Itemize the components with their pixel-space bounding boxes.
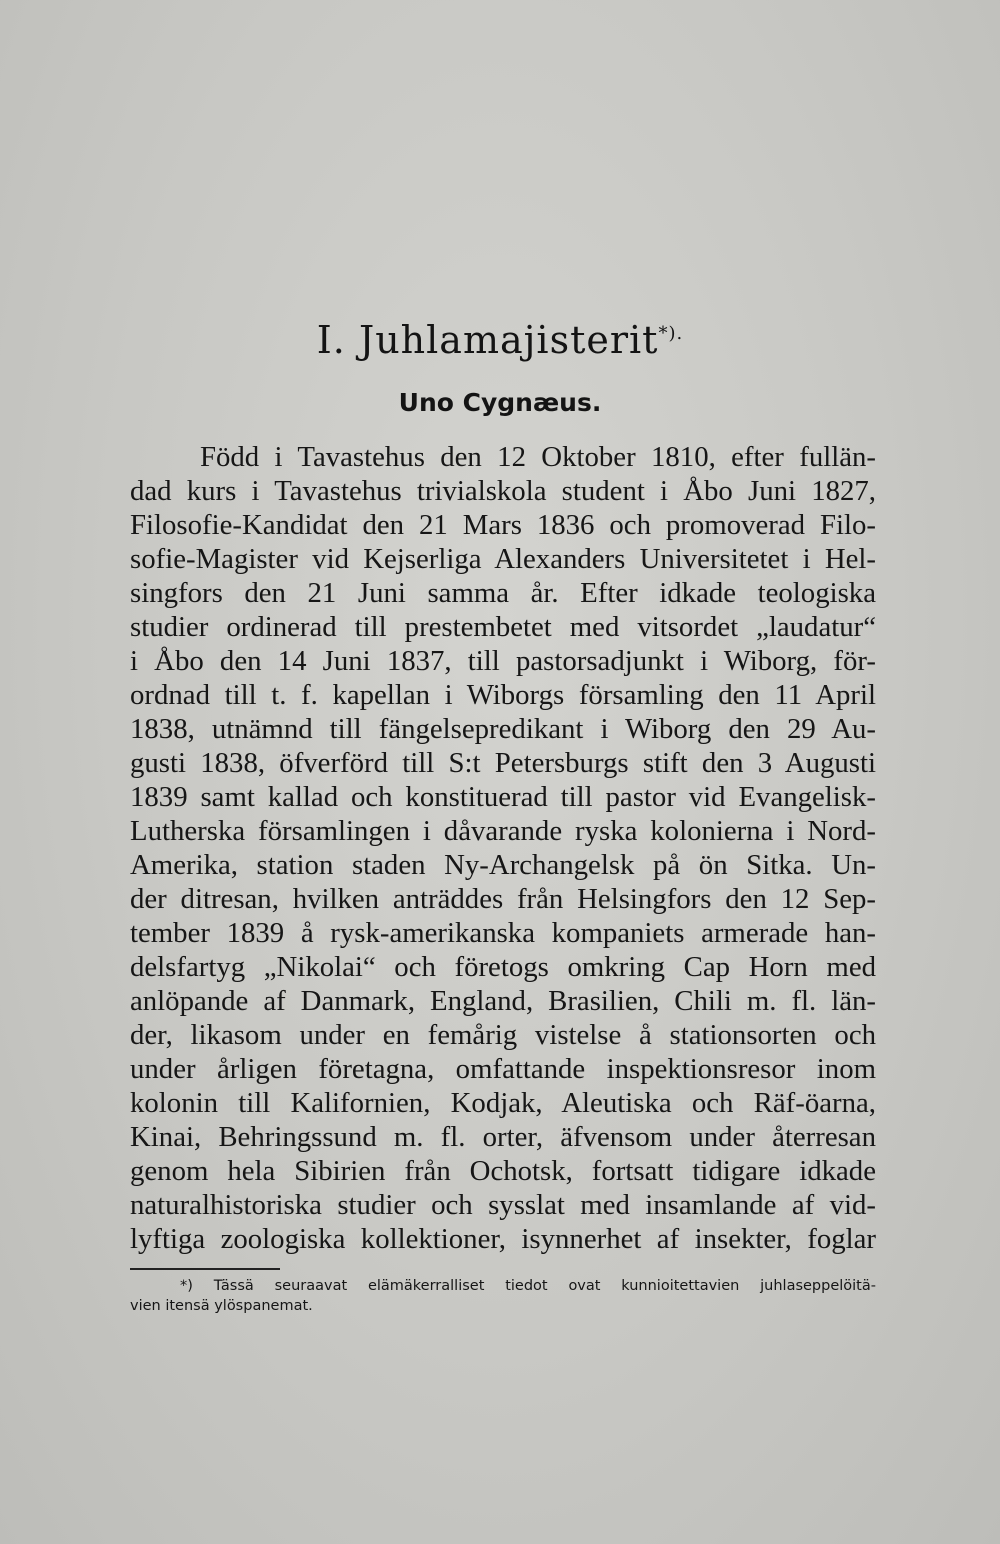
body-line: singfors den 21 Juni samma år. Efter idkade teologiska — [130, 577, 876, 609]
body-line: Kinai, Behringssund m. fl. orter, äfvensom under återresan — [130, 1121, 876, 1153]
body-line: sofie-Magister vid Kejserliga Alexanders Universitetet i Hel- — [130, 543, 876, 575]
body-line: 1838, utnämnd till fängelsepredikant i Wiborg den 29 Au- — [130, 713, 876, 745]
footnote-marker: *). — [658, 323, 684, 344]
footnote-divider — [130, 1268, 280, 1270]
body-line: gusti 1838, öfverförd till S:t Petersburgs stift den 3 Augusti — [130, 747, 876, 779]
body-line: ordnad till t. f. kapellan i Wiborgs församling den 11 April — [130, 679, 876, 711]
body-line: delsfartyg „Nikolai“ och företogs omkring Cap Horn med — [130, 951, 876, 983]
body-line: der ditresan, hvilken anträddes från Helsingfors den 12 Sep- — [130, 883, 876, 915]
body-line: lyftiga zoologiska kollektioner, isynnerhet af insekter, foglar — [130, 1223, 876, 1255]
body-line: anlöpande af Danmark, England, Brasilien, Chili m. fl. län- — [130, 985, 876, 1017]
body-line: under årligen företagna, omfattande inspektionsresor inom — [130, 1053, 876, 1085]
body-line: genom hela Sibirien från Ochotsk, fortsatt tidigare idkade — [130, 1155, 876, 1187]
body-line: studier ordinerad till prestembetet med vitsordet „laudatur“ — [130, 611, 876, 643]
body-line: kolonin till Kalifornien, Kodjak, Aleutiska och Räf-öarna, — [130, 1087, 876, 1119]
body-line: Lutherska församlingen i dåvarande ryska kolonierna i Nord- — [130, 815, 876, 847]
chapter-heading-text: I. Juhlamajisterit — [316, 318, 659, 362]
body-line: Född i Tavastehus den 12 Oktober 1810, efter fullän- — [200, 441, 876, 473]
footnote-line: *) Tässä seuraavat elämäkerralliset tiedot ovat kunnioitettavien juhlaseppelöitä- — [180, 1278, 876, 1294]
body-line: Filosofie-Kandidat den 21 Mars 1836 och promoverad Filo- — [130, 509, 876, 541]
body-text — [130, 440, 876, 1256]
body-line: naturalhistoriska studier och sysslat med insamlande af vid- — [130, 1189, 876, 1221]
body-line: der, likasom under en femårig vistelse å stationsorten och — [130, 1019, 876, 1051]
body-line: dad kurs i Tavastehus trivialskola student i Åbo Juni 1827, — [130, 475, 876, 507]
chapter-heading — [0, 318, 1000, 362]
body-line: i Åbo den 14 Juni 1837, till pastorsadjunkt i Wiborg, för- — [130, 645, 876, 677]
footnote — [130, 1276, 876, 1316]
person-name: Uno Cygnæus. — [398, 388, 602, 417]
body-line: Amerika, station staden Ny-Archangelsk på ön Sitka. Un- — [130, 849, 876, 881]
footnote-line: vien itensä ylöspanemat. — [130, 1298, 313, 1314]
body-line: 1839 samt kallad och konstituerad till pastor vid Evangelisk- — [130, 781, 876, 813]
body-line: tember 1839 å rysk-amerikanska kompaniets armerade han- — [130, 917, 876, 949]
